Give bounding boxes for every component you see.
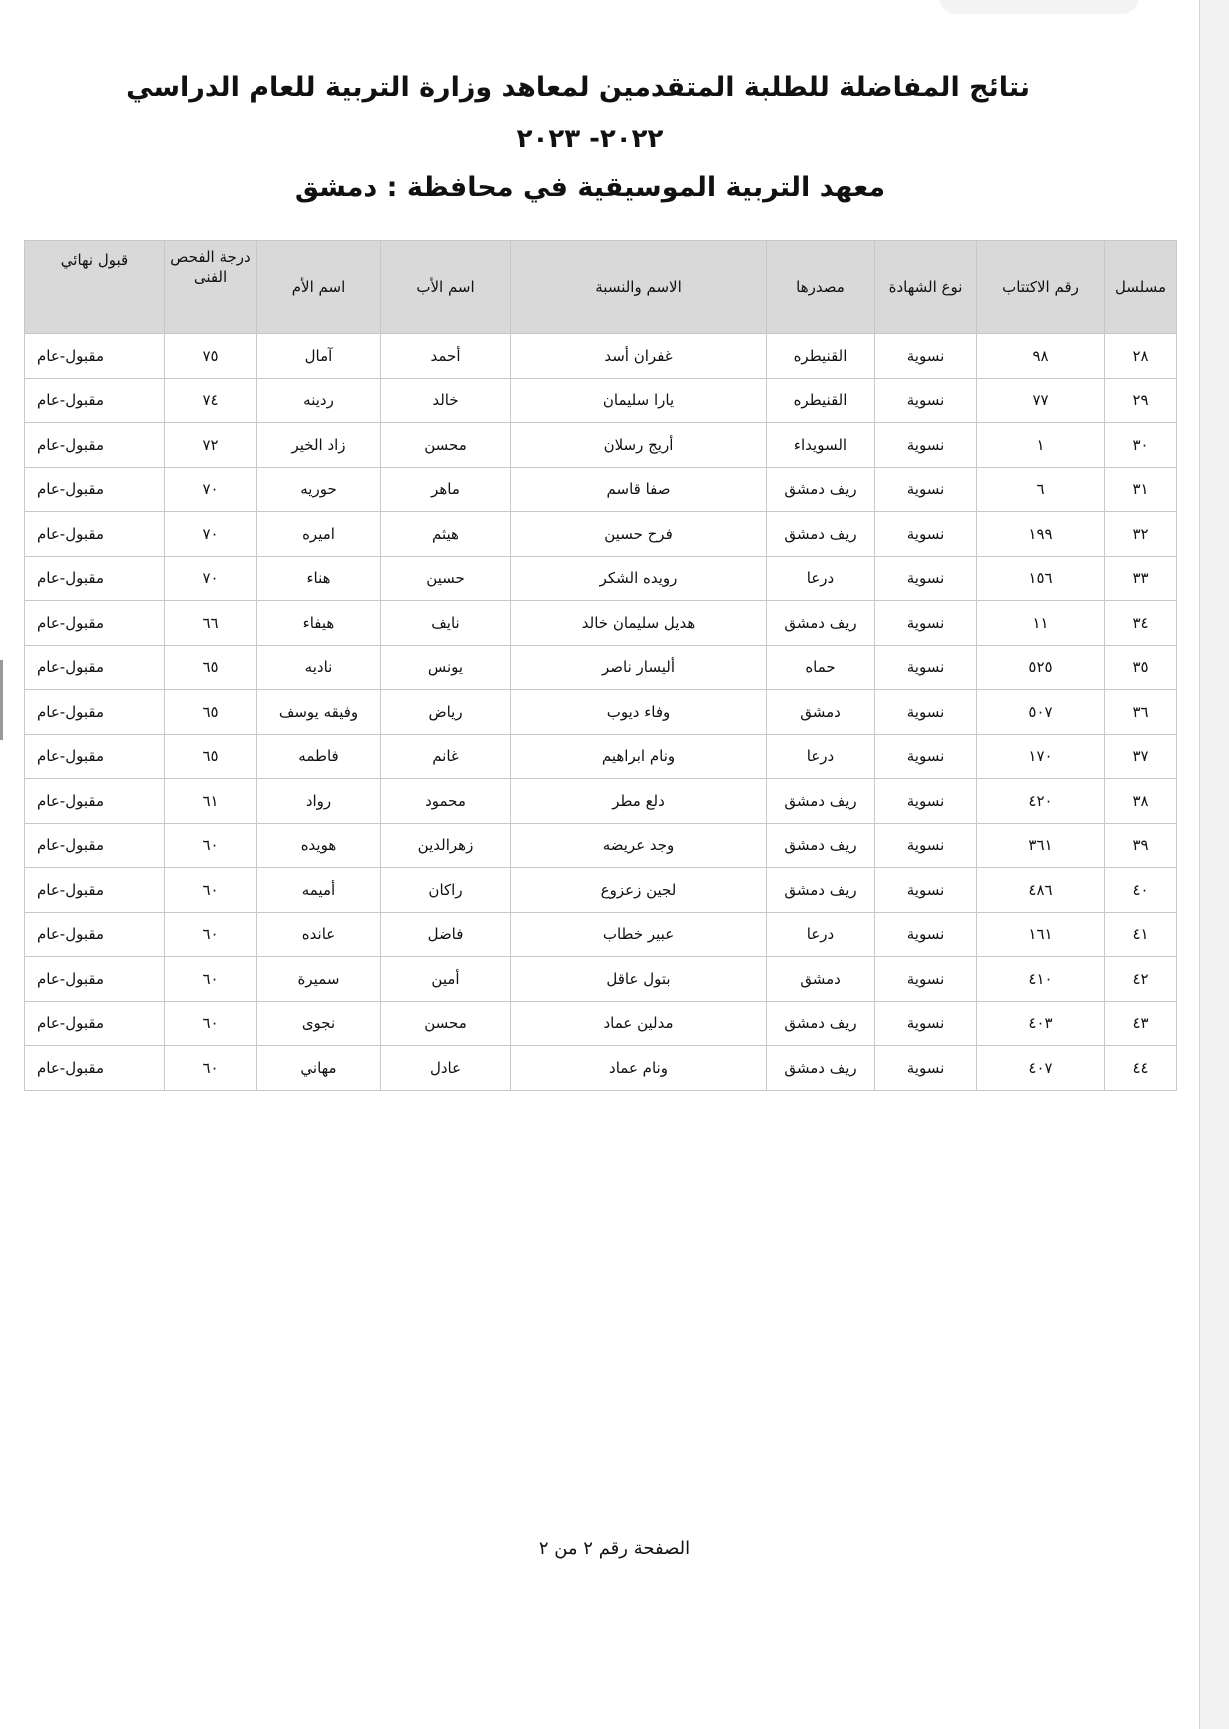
cell-serial: ٣٣	[1105, 556, 1177, 601]
cell-father-name: غانم	[381, 734, 511, 779]
cell-mother-name: أميمه	[257, 868, 381, 913]
col-exam-grade: درجة الفحص الفنى	[165, 241, 257, 334]
cell-source: السويداء	[767, 423, 875, 468]
cell-mother-name: ناديه	[257, 645, 381, 690]
table-row	[25, 334, 1177, 379]
cell-source: ريف دمشق	[767, 601, 875, 646]
cell-father-name: عادل	[381, 1046, 511, 1091]
cell-mother-name: هويده	[257, 823, 381, 868]
cell-final-acceptance: مقبول-عام	[25, 1046, 165, 1091]
cell-serial: ٣٧	[1105, 734, 1177, 779]
cell-mother-name: ردينه	[257, 378, 381, 423]
cell-full-name: أليسار ناصر	[511, 645, 767, 690]
cell-certificate-type: نسوية	[875, 467, 977, 512]
cell-exam-grade: ٦٥	[165, 734, 257, 779]
table-row	[25, 423, 1177, 468]
cell-mother-name: سميرة	[257, 957, 381, 1002]
cell-subscription-number: ٣٦١	[977, 823, 1105, 868]
cell-source: حماه	[767, 645, 875, 690]
col-source: مصدرها	[767, 241, 875, 334]
cell-full-name: بتول عاقل	[511, 957, 767, 1002]
cell-subscription-number: ١٦١	[977, 912, 1105, 957]
cell-full-name: مدلين عماد	[511, 1001, 767, 1046]
cell-subscription-number: ٧٧	[977, 378, 1105, 423]
cell-final-acceptance: مقبول-عام	[25, 556, 165, 601]
cell-subscription-number: ٥٢٥	[977, 645, 1105, 690]
table-row	[25, 1001, 1177, 1046]
cell-source: ريف دمشق	[767, 823, 875, 868]
cell-mother-name: وفيقه يوسف	[257, 690, 381, 735]
cell-subscription-number: ٦	[977, 467, 1105, 512]
table-row	[25, 734, 1177, 779]
cell-exam-grade: ٦٦	[165, 601, 257, 646]
cell-final-acceptance: مقبول-عام	[25, 378, 165, 423]
cell-final-acceptance: مقبول-عام	[25, 334, 165, 379]
cell-final-acceptance: مقبول-عام	[25, 957, 165, 1002]
col-full-name: الاسم والنسبة	[511, 241, 767, 334]
cell-certificate-type: نسوية	[875, 334, 977, 379]
cell-full-name: عبير خطاب	[511, 912, 767, 957]
cell-exam-grade: ٦١	[165, 779, 257, 824]
cell-final-acceptance: مقبول-عام	[25, 601, 165, 646]
cell-exam-grade: ٦٠	[165, 868, 257, 913]
cell-source: دمشق	[767, 957, 875, 1002]
cell-serial: ٢٩	[1105, 378, 1177, 423]
cell-certificate-type: نسوية	[875, 556, 977, 601]
cell-serial: ٣٢	[1105, 512, 1177, 557]
cell-exam-grade: ٦٠	[165, 912, 257, 957]
institute-title: معهد التربية الموسيقية في محافظة : دمشق	[294, 172, 886, 203]
cell-source: ريف دمشق	[767, 1001, 875, 1046]
cell-full-name: لجين زعزوع	[511, 868, 767, 913]
cell-final-acceptance: مقبول-عام	[25, 868, 165, 913]
cell-source: ريف دمشق	[767, 512, 875, 557]
table-row	[25, 1046, 1177, 1091]
cell-final-acceptance: مقبول-عام	[25, 645, 165, 690]
col-final-acceptance: قبول نهائي	[25, 241, 165, 334]
cell-final-acceptance: مقبول-عام	[25, 912, 165, 957]
cell-serial: ٣٩	[1105, 823, 1177, 868]
cell-serial: ٣٨	[1105, 779, 1177, 824]
cell-final-acceptance: مقبول-عام	[25, 823, 165, 868]
cell-final-acceptance: مقبول-عام	[25, 467, 165, 512]
cell-father-name: محسن	[381, 1001, 511, 1046]
cell-full-name: ونام عماد	[511, 1046, 767, 1091]
cell-certificate-type: نسوية	[875, 912, 977, 957]
cell-father-name: زهرالدين	[381, 823, 511, 868]
cell-subscription-number: ٤٠٣	[977, 1001, 1105, 1046]
academic-year: ٢٠٢٢- ٢٠٢٣	[516, 124, 664, 154]
cell-source: درعا	[767, 912, 875, 957]
cell-source: ريف دمشق	[767, 467, 875, 512]
cell-certificate-type: نسوية	[875, 957, 977, 1002]
cell-source: ريف دمشق	[767, 868, 875, 913]
cell-serial: ٤١	[1105, 912, 1177, 957]
cell-subscription-number: ٤٠٧	[977, 1046, 1105, 1091]
table-row	[25, 957, 1177, 1002]
col-father-name: اسم الأب	[381, 241, 511, 334]
cell-mother-name: نجوى	[257, 1001, 381, 1046]
table-row	[25, 690, 1177, 735]
cell-certificate-type: نسوية	[875, 779, 977, 824]
cell-source: ريف دمشق	[767, 779, 875, 824]
cell-father-name: يونس	[381, 645, 511, 690]
cell-mother-name: فاطمه	[257, 734, 381, 779]
cell-final-acceptance: مقبول-عام	[25, 734, 165, 779]
cell-serial: ٤٣	[1105, 1001, 1177, 1046]
page-number: الصفحة رقم ٢ من ٢	[538, 1538, 691, 1559]
cell-certificate-type: نسوية	[875, 423, 977, 468]
cell-exam-grade: ٦٠	[165, 957, 257, 1002]
cell-certificate-type: نسوية	[875, 734, 977, 779]
cell-subscription-number: ١	[977, 423, 1105, 468]
cell-mother-name: رواد	[257, 779, 381, 824]
cell-subscription-number: ٥٠٧	[977, 690, 1105, 735]
col-subscription-number: رقم الاكتتاب	[977, 241, 1105, 334]
table-header-row	[25, 241, 1177, 334]
cell-serial: ٣١	[1105, 467, 1177, 512]
cell-certificate-type: نسوية	[875, 378, 977, 423]
cell-certificate-type: نسوية	[875, 645, 977, 690]
cell-exam-grade: ٦٠	[165, 1001, 257, 1046]
cell-serial: ٣٥	[1105, 645, 1177, 690]
cell-exam-grade: ٧٥	[165, 334, 257, 379]
cell-full-name: غفران أسد	[511, 334, 767, 379]
cell-full-name: وفاء ديوب	[511, 690, 767, 735]
cell-source: القنيطره	[767, 378, 875, 423]
cell-subscription-number: ٤٢٠	[977, 779, 1105, 824]
cell-certificate-type: نسوية	[875, 512, 977, 557]
table-row	[25, 868, 1177, 913]
cell-final-acceptance: مقبول-عام	[25, 1001, 165, 1046]
cell-certificate-type: نسوية	[875, 1001, 977, 1046]
cell-serial: ٤٤	[1105, 1046, 1177, 1091]
cell-exam-grade: ٧٢	[165, 423, 257, 468]
cell-exam-grade: ٦٥	[165, 690, 257, 735]
cell-father-name: حسين	[381, 556, 511, 601]
cell-serial: ٤٢	[1105, 957, 1177, 1002]
cell-full-name: دلع مطر	[511, 779, 767, 824]
table-row	[25, 467, 1177, 512]
col-certificate-type: نوع الشهادة	[875, 241, 977, 334]
cell-certificate-type: نسوية	[875, 868, 977, 913]
cell-serial: ٤٠	[1105, 868, 1177, 913]
cell-subscription-number: ٩٨	[977, 334, 1105, 379]
cell-father-name: أمين	[381, 957, 511, 1002]
cell-serial: ٣٠	[1105, 423, 1177, 468]
cell-father-name: نايف	[381, 601, 511, 646]
cell-final-acceptance: مقبول-عام	[25, 690, 165, 735]
cell-father-name: أحمد	[381, 334, 511, 379]
cell-mother-name: اميره	[257, 512, 381, 557]
top-toolbar-pill	[939, 0, 1139, 14]
cell-mother-name: آمال	[257, 334, 381, 379]
col-mother-name: اسم الأم	[257, 241, 381, 334]
table-row	[25, 823, 1177, 868]
cell-exam-grade: ٧٤	[165, 378, 257, 423]
cell-final-acceptance: مقبول-عام	[25, 423, 165, 468]
cell-mother-name: حوريه	[257, 467, 381, 512]
results-table	[24, 240, 1177, 1091]
table-row	[25, 378, 1177, 423]
cell-mother-name: هيفاء	[257, 601, 381, 646]
cell-exam-grade: ٦٠	[165, 1046, 257, 1091]
cell-final-acceptance: مقبول-عام	[25, 779, 165, 824]
cell-full-name: رويده الشكر	[511, 556, 767, 601]
cell-serial: ٣٤	[1105, 601, 1177, 646]
cell-mother-name: هناء	[257, 556, 381, 601]
table-row	[25, 601, 1177, 646]
cell-father-name: رياض	[381, 690, 511, 735]
cell-certificate-type: نسوية	[875, 690, 977, 735]
cell-final-acceptance: مقبول-عام	[25, 512, 165, 557]
cell-father-name: ماهر	[381, 467, 511, 512]
cell-mother-name: زاد الخير	[257, 423, 381, 468]
table-row	[25, 779, 1177, 824]
scroll-marker	[0, 660, 3, 740]
table-row	[25, 556, 1177, 601]
cell-exam-grade: ٦٠	[165, 823, 257, 868]
cell-full-name: ونام ابراهيم	[511, 734, 767, 779]
cell-father-name: خالد	[381, 378, 511, 423]
cell-certificate-type: نسوية	[875, 823, 977, 868]
cell-certificate-type: نسوية	[875, 1046, 977, 1091]
cell-father-name: محسن	[381, 423, 511, 468]
cell-exam-grade: ٧٠	[165, 467, 257, 512]
cell-source: درعا	[767, 734, 875, 779]
cell-subscription-number: ٤٨٦	[977, 868, 1105, 913]
table-row	[25, 512, 1177, 557]
cell-source: درعا	[767, 556, 875, 601]
cell-full-name: فرح حسين	[511, 512, 767, 557]
cell-father-name: محمود	[381, 779, 511, 824]
cell-serial: ٣٦	[1105, 690, 1177, 735]
col-serial: مسلسل	[1105, 241, 1177, 334]
cell-certificate-type: نسوية	[875, 601, 977, 646]
cell-subscription-number: ٤١٠	[977, 957, 1105, 1002]
cell-father-name: فاضل	[381, 912, 511, 957]
cell-source: ريف دمشق	[767, 1046, 875, 1091]
cell-full-name: أريج رسلان	[511, 423, 767, 468]
table-row	[25, 912, 1177, 957]
cell-subscription-number: ١١	[977, 601, 1105, 646]
cell-mother-name: عانده	[257, 912, 381, 957]
cell-exam-grade: ٧٠	[165, 556, 257, 601]
cell-full-name: يارا سليمان	[511, 378, 767, 423]
cell-exam-grade: ٧٠	[165, 512, 257, 557]
cell-subscription-number: ١٩٩	[977, 512, 1105, 557]
cell-mother-name: مهاني	[257, 1046, 381, 1091]
cell-source: القنيطره	[767, 334, 875, 379]
cell-father-name: هيثم	[381, 512, 511, 557]
cell-father-name: راكان	[381, 868, 511, 913]
table-row	[25, 645, 1177, 690]
cell-full-name: هديل سليمان خالد	[511, 601, 767, 646]
cell-exam-grade: ٦٥	[165, 645, 257, 690]
cell-full-name: صفا قاسم	[511, 467, 767, 512]
page-title: نتائج المفاضلة للطلبة المتقدمين لمعاهد وزارة التربية للعام الدراسي	[126, 72, 1030, 103]
cell-source: دمشق	[767, 690, 875, 735]
cell-serial: ٢٨	[1105, 334, 1177, 379]
cell-subscription-number: ١٥٦	[977, 556, 1105, 601]
cell-subscription-number: ١٧٠	[977, 734, 1105, 779]
cell-full-name: وجد عريضه	[511, 823, 767, 868]
